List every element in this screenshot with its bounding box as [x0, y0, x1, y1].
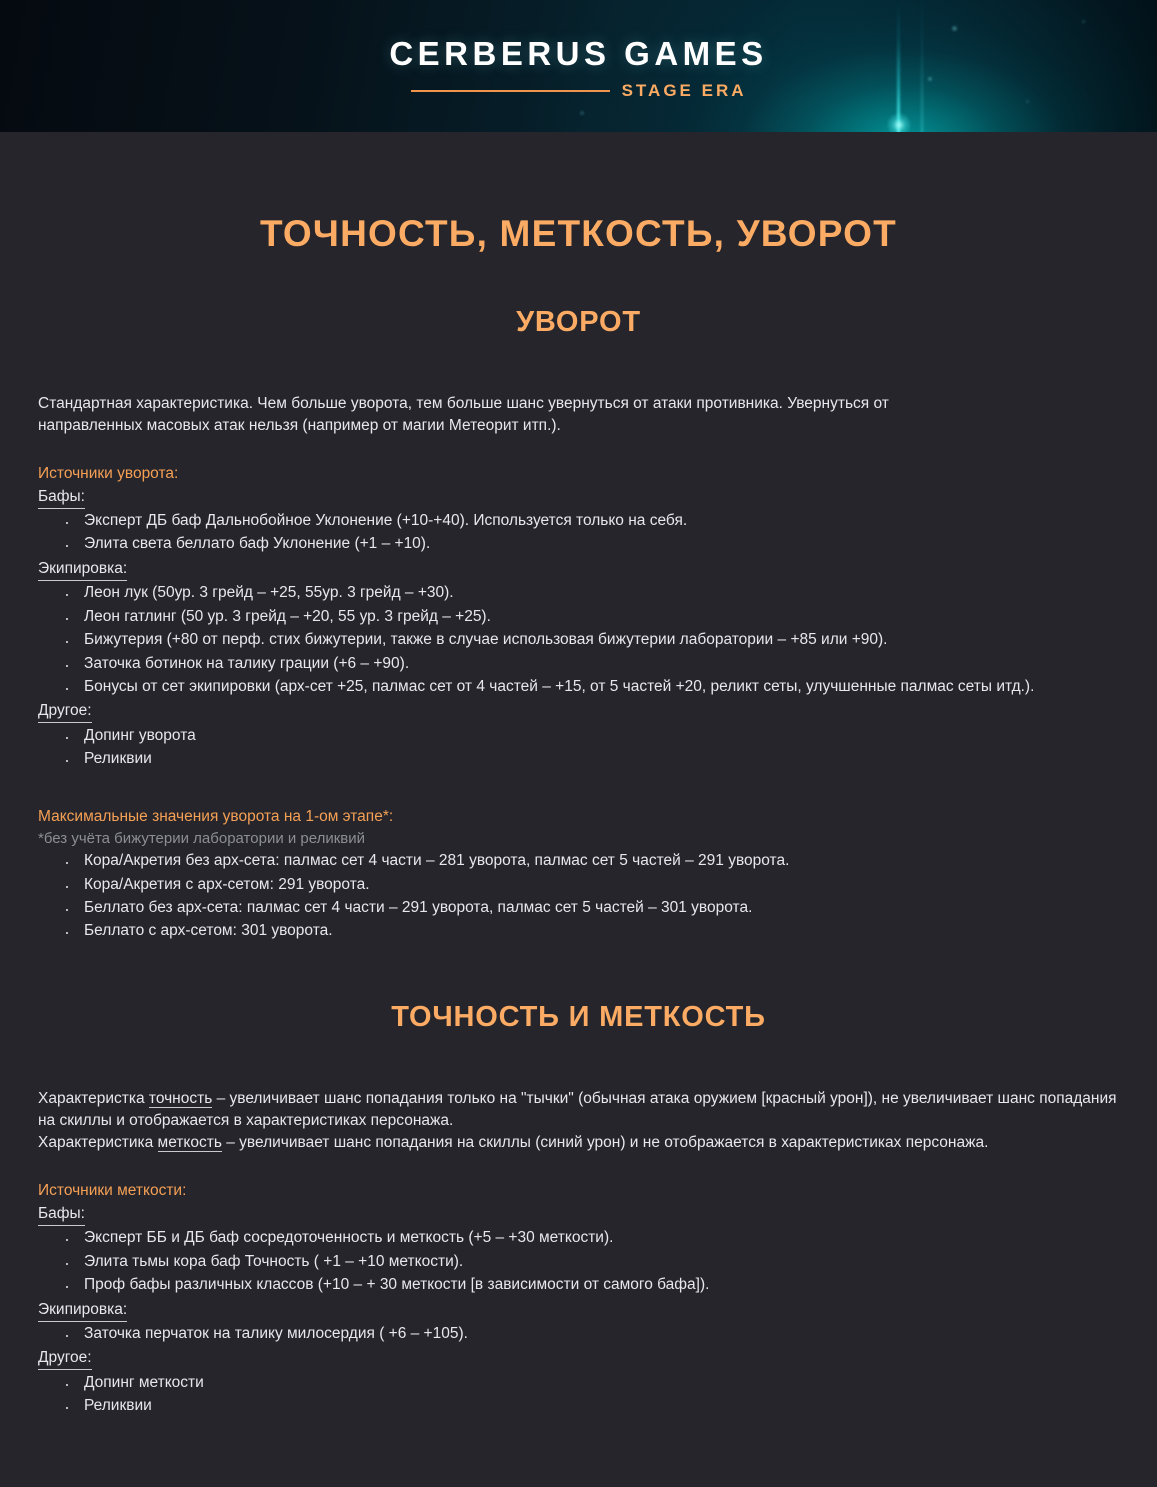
list-item: · Проф бафы различных классов (+10 – + 30 меткости [в зависимости от самого бафа]).	[62, 1274, 1119, 1296]
accuracy-p2-pre: Характеристика	[38, 1133, 158, 1151]
dodge-equipment-label: Экипировка:	[38, 558, 127, 581]
dodge-equipment-list	[38, 582, 1119, 698]
dodge-max-values-list	[38, 850, 1119, 943]
page-title: ТОЧНОСТЬ, МЕТКОСТЬ, УВОРОТ	[260, 213, 897, 254]
accuracy-sources-label: Источники меткости:	[38, 1181, 187, 1199]
list-item: · Беллато без арх-сета: палмас сет 4 части – 291 уворота, палмас сет 5 частей – 301 уворота.	[62, 897, 1119, 919]
logo-subtitle-row	[411, 82, 747, 99]
list-item: · Заточка ботинок на талику грации (+6 – +90).	[62, 653, 1119, 675]
dodge-section	[38, 339, 1119, 943]
banner-logo	[0, 0, 1157, 132]
accuracy-buffs-label: Бафы:	[38, 1203, 85, 1226]
dodge-buffs-label: Бафы:	[38, 486, 85, 509]
dodge-max-footnote: *без учёта бижутерии лаборатории и реликвий	[38, 829, 366, 847]
accuracy-section	[38, 1034, 1119, 1418]
logo-divider-rule	[411, 90, 610, 92]
accuracy-equipment-label: Экипировка:	[38, 1299, 127, 1322]
dodge-other-list	[38, 725, 1119, 771]
dodge-max-label: Максимальные значения уворота на 1-ом этапе*:	[38, 807, 394, 825]
list-item: · Леон лук (50ур. 3 грейд – +25, 55ур. 3 грейд – +30).	[62, 582, 1119, 604]
logo-title: CERBERUS GAMES	[389, 35, 768, 72]
accuracy-p1-term: точность	[148, 1089, 213, 1107]
dodge-equipment-heading	[38, 557, 1119, 581]
accuracy-other-heading	[38, 1346, 1119, 1370]
dodge-intro-line-1: Стандартная характеристика. Чем больше уворота, тем больше шанс увернуться от атаки противника. Увернуться от	[38, 394, 889, 412]
dodge-other-heading	[38, 699, 1119, 723]
dodge-intro-line-2: направленных масовых атак нельзя (например от магии Метеорит итп.).	[38, 416, 561, 434]
list-item: · Элита тьмы кора баф Точность ( +1 – +10 меткости).	[62, 1251, 1119, 1273]
list-item: · Кора/Акретия без арх-сета: палмас сет 4 части – 281 уворота, палмас сет 5 частей – 291 уворота.	[62, 850, 1119, 872]
dodge-other-label: Другое:	[38, 700, 92, 723]
section-title-dodge: УВОРОТ	[516, 305, 641, 338]
section-title-accuracy: ТОЧНОСТЬ И МЕТКОСТЬ	[391, 1000, 766, 1033]
accuracy-paragraph-1	[38, 1088, 1119, 1132]
accuracy-buffs-list	[38, 1227, 1119, 1296]
accuracy-p1-pre: Характеристка	[38, 1089, 149, 1107]
site-banner	[0, 0, 1157, 132]
dodge-sources-label: Источники уворота:	[38, 464, 179, 482]
spacer	[38, 772, 1119, 806]
list-item: · Реликвии	[62, 1395, 1119, 1417]
spacer	[38, 437, 1119, 463]
accuracy-p1-post: – увеличивает шанс попадания только на "тычки" (обычная атака оружием [красный урон]), не увеличивает шанс попадания на скиллы и отображается в характеристиках персонажа.	[38, 1089, 1117, 1129]
accuracy-other-list	[38, 1372, 1119, 1418]
logo-subtitle: STAGE ERA	[621, 81, 747, 100]
list-item: · Леон гатлинг (50 ур. 3 грейд – +20, 55 ур. 3 грейд – +25).	[62, 606, 1119, 628]
dodge-buffs-heading	[38, 485, 1119, 509]
list-item: · Реликвии	[62, 748, 1119, 770]
accuracy-p2-post: – увеличивает шанс попадания на скиллы (синий урон) и не отображается в характеристиках персонажа.	[221, 1133, 989, 1151]
list-item: · Допинг уворота	[62, 725, 1119, 747]
list-item: · Беллато с арх-сетом: 301 уворота.	[62, 920, 1119, 942]
list-item: · Заточка перчаток на талику милосердия ( +6 – +105).	[62, 1323, 1119, 1345]
accuracy-p2-term: меткость	[157, 1133, 222, 1151]
dodge-buffs-list	[38, 510, 1119, 556]
list-item: · Бижутерия (+80 от перф. стих бижутерии, также в случае использовая бижутерии лаборатории – +85 или +90).	[62, 629, 1119, 651]
accuracy-equipment-list	[38, 1323, 1119, 1345]
spacer	[38, 1154, 1119, 1180]
accuracy-equipment-heading	[38, 1298, 1119, 1322]
list-item: · Эксперт ДБ баф Дальнобойное Уклонение (+10-+40). Используется только на себя.	[62, 510, 1119, 532]
accuracy-other-label: Другое:	[38, 1347, 92, 1370]
list-item: · Бонусы от сет экипировки (арх-сет +25, палмас сет от 4 частей – +15, от 5 частей +20, реликт сеты, улучшенные палмас сеты итд.).	[62, 676, 1119, 698]
accuracy-paragraph-2	[38, 1132, 1119, 1154]
list-item: · Кора/Акретия с арх-сетом: 291 уворота.	[62, 874, 1119, 896]
list-item: · Элита света беллато баф Уклонение (+1 – +10).	[62, 533, 1119, 555]
list-item: · Допинг меткости	[62, 1372, 1119, 1394]
accuracy-buffs-heading	[38, 1202, 1119, 1226]
list-item: · Эксперт ББ и ДБ баф сосредоточенность и меткость (+5 – +30 меткости).	[62, 1227, 1119, 1249]
document-body	[0, 132, 1157, 1479]
